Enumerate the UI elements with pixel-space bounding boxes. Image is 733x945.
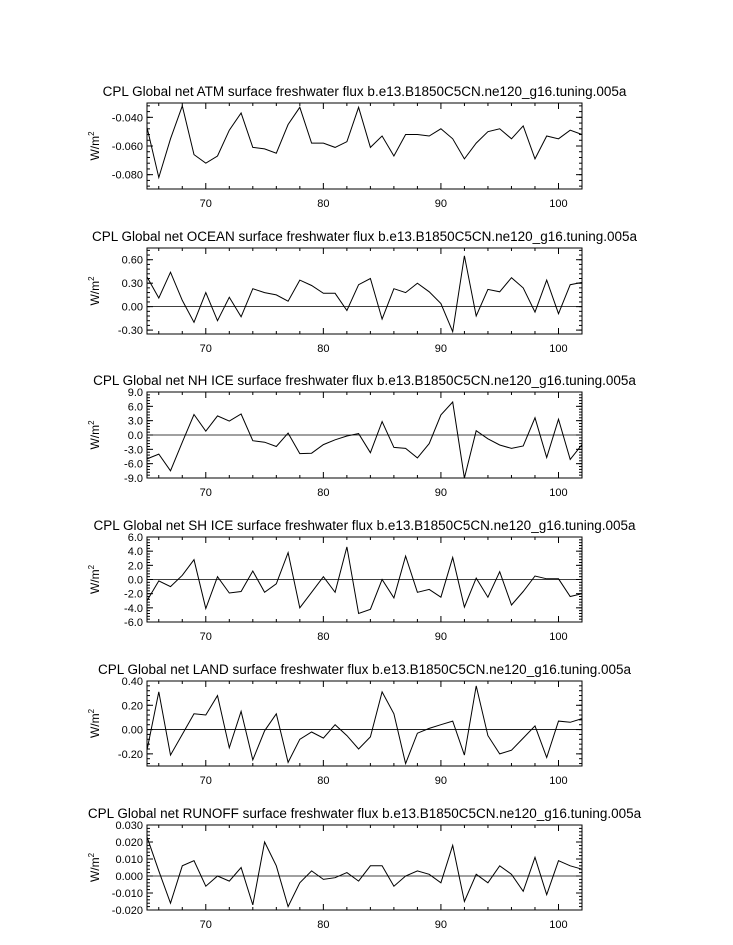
y-axis-label-exponent: 2 <box>87 564 96 570</box>
series-line <box>147 402 582 478</box>
chart-panel-5 <box>87 662 632 787</box>
y-axis-label-exponent: 2 <box>87 852 96 858</box>
chart-panel-2 <box>87 229 638 355</box>
y-tick-label: 0.0 <box>127 574 143 587</box>
plot-frame <box>147 103 582 189</box>
y-tick-label: -3.0 <box>124 444 143 457</box>
x-tick-label: 70 <box>199 487 212 499</box>
series-line <box>147 256 582 332</box>
y-tick-label: 0.20 <box>121 700 143 713</box>
y-axis-label-exponent: 2 <box>87 420 96 425</box>
y-axis-label-base: W/m <box>88 135 102 161</box>
x-tick-label: 80 <box>317 198 330 210</box>
y-tick-label: 0.30 <box>121 278 143 291</box>
x-tick-label: 70 <box>199 343 212 355</box>
chart-title: CPL Global net NH ICE surface freshwater flux b.e13.B1850C5CN.ne120_g16.tuning.005a <box>93 373 636 388</box>
y-tick-label: -2.0 <box>124 588 143 601</box>
y-axis-label <box>87 276 102 306</box>
y-axis-label-exponent: 2 <box>87 276 96 281</box>
y-tick-label: 0.00 <box>121 301 143 314</box>
series-line <box>147 686 582 764</box>
y-tick-label: 0.0 <box>127 430 143 442</box>
y-tick-label: 4.0 <box>127 546 143 559</box>
x-tick-label: 70 <box>199 631 212 643</box>
x-tick-label: 100 <box>549 487 568 499</box>
chart-title: CPL Global net OCEAN surface freshwater flux b.e13.B1850C5CN.ne120_g16.tuning.005a <box>91 229 638 244</box>
chart-panel-3 <box>87 373 636 499</box>
x-tick-label: 100 <box>549 343 568 355</box>
y-tick-label: 9.0 <box>127 387 143 399</box>
x-tick-label: 70 <box>199 919 212 931</box>
y-axis-label <box>87 708 102 738</box>
x-tick-label: 90 <box>434 198 448 210</box>
series-line <box>147 106 582 178</box>
chart-panel-4 <box>87 518 636 643</box>
y-tick-label: -4.0 <box>124 602 143 615</box>
y-axis-label-base: W/m <box>88 569 102 595</box>
y-tick-label: -0.080 <box>111 169 143 182</box>
y-tick-label: 0.000 <box>115 871 143 883</box>
series-line <box>147 837 582 907</box>
y-axis-label <box>87 131 102 161</box>
y-axis-label-exponent: 2 <box>87 131 96 136</box>
x-tick-label: 100 <box>549 631 568 643</box>
x-tick-label: 80 <box>317 775 330 787</box>
y-tick-label: 0.40 <box>121 676 143 688</box>
y-tick-label: -6.0 <box>124 458 143 471</box>
x-tick-label: 70 <box>199 198 212 210</box>
chart-title: CPL Global net ATM surface freshwater flux b.e13.B1850C5CN.ne120_g16.tuning.005a <box>102 84 627 99</box>
y-tick-label: 6.0 <box>127 401 143 414</box>
series-line <box>147 547 582 614</box>
y-axis-label-base: W/m <box>88 280 102 306</box>
y-tick-label: -0.060 <box>111 141 143 153</box>
y-tick-label: -9.0 <box>124 473 143 485</box>
x-tick-label: 90 <box>434 487 448 499</box>
chart-title: CPL Global net SH ICE surface freshwater flux b.e13.B1850C5CN.ne120_g16.tuning.005a <box>93 518 636 533</box>
plot-frame <box>147 825 582 910</box>
y-tick-label: 6.0 <box>127 532 143 544</box>
chart-panel-6 <box>87 806 642 931</box>
x-tick-label: 100 <box>549 919 568 931</box>
y-tick-label: -0.040 <box>111 112 143 125</box>
y-axis-label-base: W/m <box>88 713 102 739</box>
plot-frame <box>147 681 582 766</box>
y-tick-label: -0.020 <box>111 905 143 917</box>
x-tick-label: 90 <box>434 343 448 355</box>
y-tick-label: 0.00 <box>121 724 143 737</box>
x-tick-label: 80 <box>317 919 330 931</box>
y-axis-label-base: W/m <box>88 857 102 883</box>
y-tick-label: 0.60 <box>121 254 143 267</box>
y-axis-label <box>87 420 102 450</box>
chart-title: CPL Global net LAND surface freshwater flux b.e13.B1850C5CN.ne120_g16.tuning.005a <box>97 662 632 677</box>
x-tick-label: 70 <box>199 775 212 787</box>
y-axis-label <box>87 564 102 594</box>
x-tick-label: 80 <box>317 487 330 499</box>
plot-frame <box>147 248 582 334</box>
y-axis-label <box>87 852 102 882</box>
x-tick-label: 100 <box>549 775 568 787</box>
x-tick-label: 80 <box>317 343 330 355</box>
y-tick-label: 0.010 <box>115 854 143 866</box>
x-tick-label: 90 <box>434 919 448 931</box>
chart-panel-1 <box>87 84 627 210</box>
chart-title: CPL Global net RUNOFF surface freshwater flux b.e13.B1850C5CN.ne120_g16.tuning.005a <box>87 806 642 821</box>
y-axis-label-base: W/m <box>88 424 102 450</box>
y-tick-label: 2.0 <box>127 560 143 573</box>
y-axis-label-exponent: 2 <box>87 708 96 714</box>
x-tick-label: 80 <box>317 631 330 643</box>
y-tick-label: -0.010 <box>111 888 143 900</box>
y-tick-label: -0.20 <box>117 748 143 761</box>
y-tick-label: -6.0 <box>124 617 143 629</box>
x-tick-label: 90 <box>434 631 448 643</box>
y-tick-label: -0.30 <box>117 325 143 338</box>
x-tick-label: 100 <box>549 198 568 210</box>
y-tick-label: 0.020 <box>115 837 143 849</box>
x-tick-label: 90 <box>434 775 448 787</box>
y-tick-label: 0.030 <box>115 820 143 832</box>
y-tick-label: 3.0 <box>127 415 143 428</box>
